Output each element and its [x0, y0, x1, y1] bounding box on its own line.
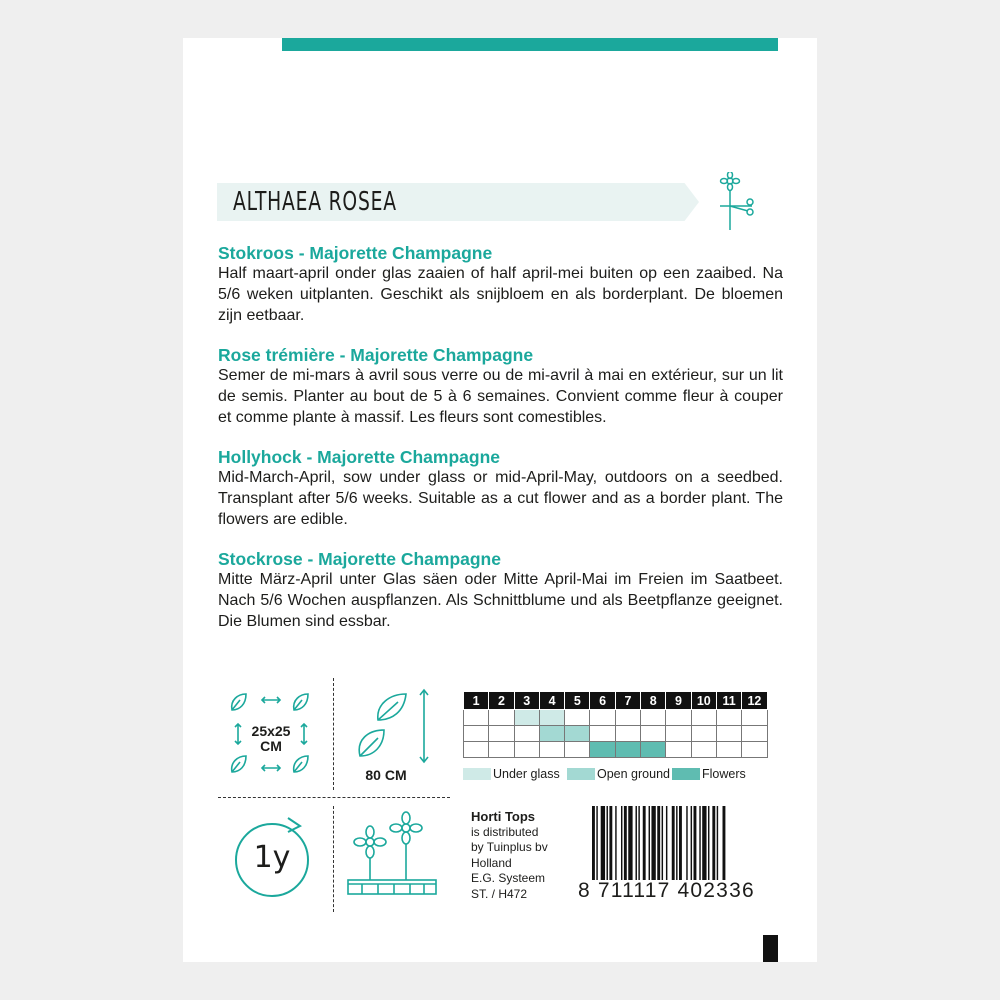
- legend-label-under-glass: Under glass: [493, 767, 560, 781]
- section-title: Hollyhock - Majorette Champagne: [218, 447, 500, 467]
- legend-label-flowers: Flowers: [702, 767, 746, 781]
- distributor-line: by Tuinplus bv: [471, 840, 548, 854]
- section-title: Stokroos - Majorette Champagne: [218, 243, 493, 263]
- flower-cutting-icon: [714, 172, 756, 232]
- section-body: Mitte März-April unter Glas säen oder Mitte April-Mai im Freien im Saatbeet. Nach 5/6 Wochen auspflanzen. Als Schnittblume und als Beetpflanze geeignet. Die Blumen sind essbar.: [218, 571, 783, 630]
- month-header: 8: [641, 692, 666, 710]
- section-french: [218, 345, 783, 428]
- section-german: [218, 549, 783, 632]
- legend-swatch-open-ground: [567, 768, 595, 780]
- month-header: 2: [489, 692, 514, 710]
- print-registration-mark: [763, 935, 778, 962]
- brand-name: Horti Tops: [471, 809, 536, 824]
- spacing-value: 25x25: [251, 723, 291, 739]
- open-ground-row: [464, 726, 768, 742]
- barcode: [592, 806, 778, 880]
- month-header: 9: [666, 692, 691, 710]
- month-header: 3: [514, 692, 539, 710]
- section-body: Mid-March-April, sow under glass or mid-April-May, outdoors on a seedbed. Transplant after 5/6 weeks. Suitable as a cut flower and as a border plant. The flowers are edible.: [218, 469, 783, 528]
- distributor-line: E.G. Systeem: [471, 871, 546, 885]
- section-title: Rose trémière - Majorette Champagne: [218, 345, 534, 365]
- divider: [333, 678, 334, 790]
- divider: [333, 806, 334, 912]
- spacing-unit: CM: [260, 738, 282, 754]
- distributor-line: Holland: [471, 855, 512, 870]
- month-header: 12: [742, 692, 767, 710]
- distributor-info: [471, 809, 548, 902]
- flowers-row: [464, 742, 768, 758]
- section-title: Stockrose - Majorette Champagne: [218, 549, 501, 569]
- height-leaves-icon: [350, 688, 440, 764]
- legend-swatch-flowers: [672, 768, 700, 780]
- legend-label-open-ground: Open ground: [597, 767, 670, 781]
- legend-swatch-under-glass: [463, 768, 491, 780]
- month-header: 6: [590, 692, 615, 710]
- spacing-label: [246, 724, 296, 754]
- month-header: 4: [539, 692, 564, 710]
- month-header: 5: [565, 692, 590, 710]
- month-header: 1: [464, 692, 489, 710]
- under-glass-row: [464, 710, 768, 726]
- sowing-calendar: [463, 691, 768, 758]
- latin-name: ALTHAEA ROSEA: [233, 187, 397, 217]
- section-body: Semer de mi-mars à avril sous verre ou de mi-avril à mai en extérieur, sur un lit de semis. Planter au bout de 5 à 6 semaines. Convient comme fleur à couper et comme plante à massif. Les fleurs sont comestibles.: [218, 367, 783, 426]
- height-label: 80 CM: [365, 767, 407, 783]
- section-english: [218, 447, 783, 530]
- seedling-tray-icon: [344, 808, 440, 900]
- section-body: Half maart-april onder glas zaaien of half april-mei buiten op een zaaibed. Na 5/6 weken uitplanten. Geschikt als snijbloem en als borderplant. De bloemen zijn eetbaar.: [218, 265, 783, 324]
- distributor-line: ST. / H472: [471, 886, 528, 901]
- section-dutch: [218, 243, 783, 326]
- accent-top-bar: [282, 38, 778, 51]
- lifecycle-label: 1y: [253, 840, 291, 875]
- barcode-digits: 8 711117 402336: [578, 879, 755, 902]
- month-header: 10: [691, 692, 716, 710]
- month-header: 7: [615, 692, 640, 710]
- divider: [218, 797, 450, 798]
- distributor-line: is distributed: [471, 824, 539, 839]
- month-header: 11: [716, 692, 741, 710]
